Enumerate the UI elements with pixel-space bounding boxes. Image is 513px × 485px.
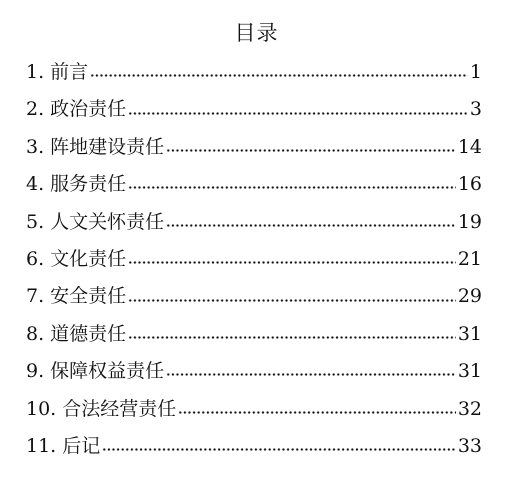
dot-leader [128, 336, 456, 339]
toc-entry[interactable] [26, 278, 482, 315]
toc-entry-page: 33 [457, 434, 482, 457]
toc-entry-page: 19 [457, 210, 482, 233]
dot-leader [128, 299, 456, 302]
toc-entry-label: 2. 政治责任 [26, 98, 127, 121]
dot-leader [128, 261, 456, 264]
toc-entry-label: 5. 人文关怀责任 [26, 210, 165, 233]
table-of-contents [26, 54, 482, 465]
dot-leader [128, 112, 468, 115]
dot-leader [178, 411, 456, 414]
toc-entry-page: 1 [469, 61, 482, 83]
dot-leader [166, 224, 456, 227]
toc-entry-label: 11. 后记 [26, 434, 101, 457]
toc-entry[interactable] [26, 166, 482, 203]
toc-entry[interactable] [26, 91, 482, 128]
dot-leader [166, 149, 456, 152]
toc-entry-page: 14 [457, 135, 482, 158]
toc-entry[interactable] [26, 428, 482, 465]
toc-entry-label: 4. 服务责任 [26, 173, 127, 196]
toc-entry[interactable] [26, 353, 482, 390]
toc-entry[interactable] [26, 391, 482, 428]
dot-leader [90, 74, 468, 77]
toc-entry[interactable] [26, 54, 482, 91]
page-title: 目录 [234, 21, 279, 45]
toc-entry-label: 7. 安全责任 [26, 285, 127, 308]
toc-entry[interactable] [26, 316, 482, 353]
toc-entry-page: 16 [457, 173, 482, 196]
toc-entry[interactable] [26, 204, 482, 241]
toc-entry-label: 10. 合法经营责任 [26, 397, 177, 420]
toc-entry-label: 3. 阵地建设责任 [26, 135, 165, 158]
toc-entry-label: 8. 道德责任 [26, 322, 127, 345]
toc-entry[interactable] [26, 129, 482, 166]
toc-entry-page: 32 [457, 397, 482, 420]
dot-leader [102, 448, 456, 451]
dot-leader [166, 373, 456, 376]
toc-entry-page: 31 [457, 360, 482, 383]
toc-entry-label: 1. 前言 [26, 61, 89, 83]
toc-entry-label: 9. 保障权益责任 [26, 360, 165, 383]
toc-entry-page: 31 [457, 322, 482, 345]
toc-entry-page: 21 [457, 247, 482, 270]
toc-entry-label: 6. 文化责任 [26, 247, 127, 270]
toc-entry[interactable] [26, 241, 482, 278]
dot-leader [128, 186, 456, 189]
toc-entry-page: 29 [457, 285, 482, 308]
toc-entry-page: 3 [469, 98, 482, 121]
